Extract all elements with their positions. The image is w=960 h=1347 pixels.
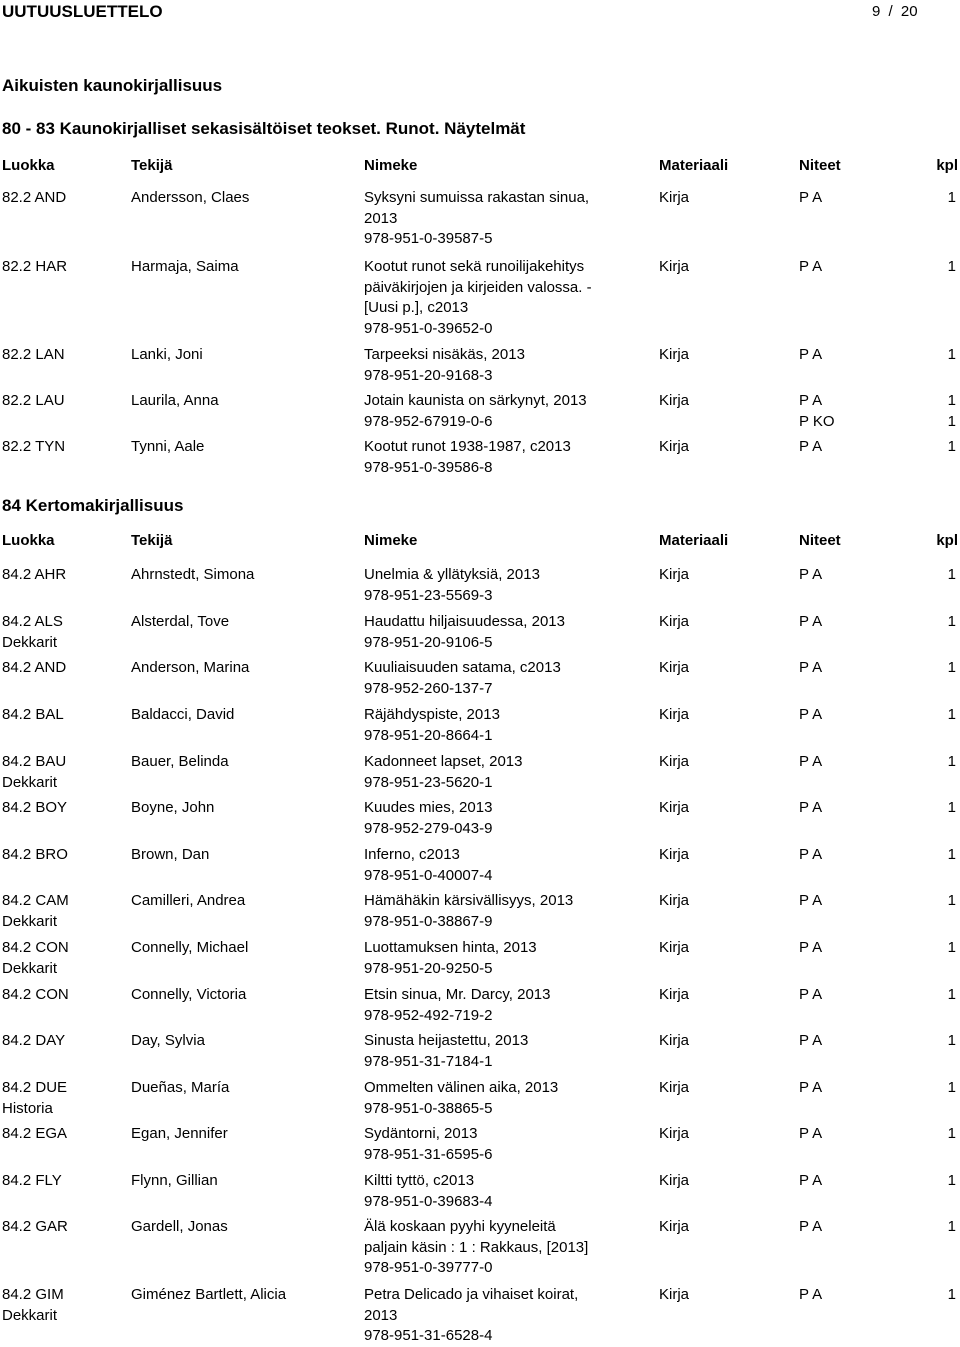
page-total: 20: [900, 3, 918, 20]
copy-count: 1: [947, 846, 956, 863]
col-header-luokka: Luokka: [2, 157, 55, 174]
material-cell: Kirja: [659, 1032, 690, 1049]
author-cell: Flynn, Gillian: [131, 1172, 218, 1189]
copy-count: 1: [947, 258, 956, 275]
author-cell: Connelly, Michael: [131, 939, 249, 956]
genre-label: Dekkarit: [2, 773, 58, 791]
isbn: 978-951-31-6528-4: [364, 1327, 493, 1345]
genre-label: Dekkarit: [2, 959, 58, 977]
copy-location: P A: [799, 258, 823, 275]
luokka-cell: [2, 1285, 64, 1326]
copy-count: 1: [947, 412, 956, 430]
isbn: 978-952-492-719-2: [364, 1006, 493, 1024]
material-cell: Kirja: [659, 799, 690, 816]
title-cell: [364, 257, 636, 340]
luokka-cell: [2, 1078, 67, 1119]
class-code: 82.2 HAR: [2, 258, 68, 275]
page-separator: /: [888, 3, 893, 20]
title-cell: [364, 345, 636, 386]
material-cell: Kirja: [659, 1218, 690, 1235]
title-cell: [364, 1078, 636, 1119]
author-cell: Baldacci, David: [131, 706, 235, 723]
luokka-cell: [2, 705, 64, 726]
copy-location: P A: [799, 1172, 823, 1189]
copy-location: P A: [799, 566, 823, 583]
title-line: Haudattu hiljaisuudessa, 2013: [364, 613, 565, 630]
author-cell: Anderson, Marina: [131, 659, 250, 676]
title-line: Kootut runot 1938-1987, c2013: [364, 438, 571, 455]
author-cell: Tynni, Aale: [131, 438, 205, 455]
class-code: 84.2 FLY: [2, 1172, 62, 1189]
title-line: Kuudes mies, 2013: [364, 799, 493, 816]
col-header-kpl: kpl: [936, 157, 958, 174]
page-number: [872, 2, 918, 22]
title-line: Luottamuksen hinta, 2013: [364, 939, 537, 956]
title-cell: [364, 798, 636, 839]
copy-count: 1: [947, 566, 956, 583]
title-line: Kadonneet lapset, 2013: [364, 753, 523, 770]
title-line: Räjähdyspiste, 2013: [364, 706, 500, 723]
col-header-materiaali: Materiaali: [659, 157, 729, 174]
class-code: 84.2 BRO: [2, 846, 68, 863]
title-cell: [364, 752, 636, 793]
material-cell: Kirja: [659, 566, 690, 583]
author-cell: Lanki, Joni: [131, 346, 203, 363]
class-code: 84.2 AND: [2, 659, 67, 676]
class-code: 82.2 LAU: [2, 392, 65, 409]
material-cell: Kirja: [659, 1172, 690, 1189]
copy-count: 1: [947, 1079, 956, 1096]
title-line: Ommelten välinen aika, 2013: [364, 1079, 559, 1096]
material-cell: Kirja: [659, 1079, 690, 1096]
luokka-cell: [2, 938, 69, 979]
title-cell: [364, 391, 636, 432]
class-code: 82.2 AND: [2, 189, 67, 206]
copy-count: 1: [947, 753, 956, 770]
copy-location: P A: [799, 799, 823, 816]
luokka-cell: [2, 891, 69, 932]
isbn: 978-952-279-043-9: [364, 819, 493, 837]
class-code: 84.2 AHR: [2, 566, 67, 583]
class-code: 84.2 BAU: [2, 753, 67, 770]
material-cell: Kirja: [659, 189, 690, 206]
copy-count: 1: [947, 1218, 956, 1235]
copy-location: P A: [799, 346, 823, 363]
copy-count: 1: [947, 346, 956, 363]
material-cell: Kirja: [659, 613, 690, 630]
isbn: 978-951-20-9106-5: [364, 633, 493, 651]
copy-location: P A: [799, 986, 823, 1003]
title-line: Kuuliaisuuden satama, c2013: [364, 659, 561, 676]
isbn: 978-951-20-9250-5: [364, 959, 493, 977]
copy-location: P A: [799, 706, 823, 723]
col-header-tekija: Tekijä: [131, 157, 173, 174]
luokka-cell: [2, 257, 67, 278]
class-code: 82.2 TYN: [2, 438, 66, 455]
col-header-luokka: Luokka: [2, 532, 55, 549]
copy-location: P A: [799, 939, 823, 956]
title-line: Sinusta heijastettu, 2013: [364, 1032, 529, 1049]
section-title: 80 - 83 Kaunokirjalliset sekasisältöiset teokset. Runot. Näytelmät: [2, 119, 526, 138]
title-cell: [364, 1124, 636, 1165]
title-line: Kootut runot sekä runoilijakehitys: [364, 258, 585, 275]
luokka-cell: [2, 437, 65, 458]
title-cell: [364, 437, 636, 478]
title-line: Hämähäkin kärsivällisyys, 2013: [364, 892, 574, 909]
copy-count: 1: [947, 438, 956, 455]
isbn: 978-951-0-39586-8: [364, 458, 493, 476]
isbn: 978-951-0-39683-4: [364, 1192, 493, 1210]
page-current: 9: [872, 3, 881, 20]
material-cell: Kirja: [659, 392, 690, 409]
author-cell: Alsterdal, Tove: [131, 613, 230, 630]
genre-label: Dekkarit: [2, 633, 58, 651]
genre-label: Dekkarit: [2, 912, 58, 930]
copy-location: P A: [799, 438, 823, 455]
author-cell: Ahrnstedt, Simona: [131, 566, 255, 583]
luokka-cell: [2, 1217, 68, 1238]
title-line: [Uusi p.], c2013: [364, 299, 469, 317]
title-cell: [364, 705, 636, 746]
material-cell: Kirja: [659, 986, 690, 1003]
author-cell: Gardell, Jonas: [131, 1218, 228, 1235]
section-title: 84 Kertomakirjallisuus: [2, 496, 184, 515]
copy-count: 1: [947, 706, 956, 723]
category-title: Aikuisten kaunokirjallisuus: [2, 76, 223, 95]
title-line: Älä koskaan pyyhi kyyneleitä: [364, 1218, 556, 1235]
title-line: paljain käsin : 1 : Rakkaus, [2013]: [364, 1238, 589, 1256]
title-cell: [364, 938, 636, 979]
title-line: Etsin sinua, Mr. Darcy, 2013: [364, 986, 551, 1003]
copy-count: 1: [947, 986, 956, 1003]
isbn: 978-951-31-7184-1: [364, 1052, 493, 1070]
copy-count: 1: [947, 1032, 956, 1049]
material-cell: Kirja: [659, 1286, 690, 1303]
luokka-cell: [2, 612, 63, 653]
col-header-materiaali: Materiaali: [659, 532, 729, 549]
isbn: 978-952-67919-0-6: [364, 412, 493, 430]
luokka-cell: [2, 985, 69, 1006]
luokka-cell: [2, 1031, 65, 1052]
copy-count: 1: [947, 189, 956, 206]
col-header-kpl: kpl: [936, 532, 958, 549]
copy-location: P A: [799, 392, 823, 409]
class-code: 84.2 GAR: [2, 1218, 68, 1235]
copy-location: P A: [799, 1032, 823, 1049]
genre-label: Historia: [2, 1099, 53, 1117]
author-cell: Harmaja, Saima: [131, 258, 239, 275]
title-cell: [364, 1217, 636, 1279]
copy-location: P A: [799, 659, 823, 676]
class-code: 82.2 LAN: [2, 346, 65, 363]
class-code: 84.2 DAY: [2, 1032, 66, 1049]
copy-location: P A: [799, 753, 823, 770]
class-code: 84.2 CAM: [2, 892, 69, 909]
title-cell: [364, 1285, 636, 1347]
class-code: 84.2 CON: [2, 939, 69, 956]
luokka-cell: [2, 845, 68, 866]
title-line: Tarpeeksi nisäkäs, 2013: [364, 346, 525, 363]
material-cell: Kirja: [659, 846, 690, 863]
isbn: 978-951-31-6595-6: [364, 1145, 493, 1163]
title-line: Kiltti tyttö, c2013: [364, 1172, 475, 1189]
title-cell: [364, 658, 636, 699]
title-cell: [364, 1031, 636, 1072]
author-cell: Camilleri, Andrea: [131, 892, 246, 909]
title-cell: [364, 845, 636, 886]
isbn: 978-951-23-5620-1: [364, 773, 493, 791]
col-header-nimeke: Nimeke: [364, 157, 418, 174]
material-cell: Kirja: [659, 659, 690, 676]
title-line: Inferno, c2013: [364, 846, 460, 863]
copy-location: P A: [799, 1286, 823, 1303]
document-title: UUTUUSLUETTELO: [2, 2, 163, 21]
class-code: 84.2 DUE: [2, 1079, 68, 1096]
luokka-cell: [2, 1124, 67, 1145]
copy-count: 1: [947, 659, 956, 676]
class-code: 84.2 BOY: [2, 799, 68, 816]
copy-location: P A: [799, 1218, 823, 1235]
copy-count: 1: [947, 799, 956, 816]
author-cell: Giménez Bartlett, Alicia: [131, 1286, 287, 1303]
class-code: 84.2 BAL: [2, 706, 64, 723]
title-cell: [364, 188, 636, 250]
luokka-cell: [2, 565, 66, 586]
title-line: Jotain kaunista on särkynyt, 2013: [364, 392, 587, 409]
title-line: 2013: [364, 209, 398, 227]
material-cell: Kirja: [659, 892, 690, 909]
isbn: 978-951-0-39652-0: [364, 320, 493, 338]
author-cell: Andersson, Claes: [131, 189, 250, 206]
copy-location: P A: [799, 1079, 823, 1096]
copy-count: 1: [947, 613, 956, 630]
isbn: 978-951-0-38867-9: [364, 912, 493, 930]
luokka-cell: [2, 345, 65, 366]
author-cell: Brown, Dan: [131, 846, 210, 863]
isbn: 978-951-20-9168-3: [364, 366, 493, 384]
material-cell: Kirja: [659, 1125, 690, 1142]
author-cell: Bauer, Belinda: [131, 753, 229, 770]
copy-count: 1: [947, 892, 956, 909]
isbn: 978-951-0-39777-0: [364, 1259, 493, 1277]
title-line: Sydäntorni, 2013: [364, 1125, 478, 1142]
copy-location: P A: [799, 846, 823, 863]
author-cell: Dueñas, María: [131, 1079, 230, 1096]
luokka-cell: [2, 188, 66, 209]
genre-label: Dekkarit: [2, 1306, 58, 1324]
copy-location: P A: [799, 613, 823, 630]
author-cell: Connelly, Victoria: [131, 986, 247, 1003]
copy-location: P A: [799, 189, 823, 206]
title-cell: [364, 612, 636, 653]
isbn: 978-951-23-5569-3: [364, 586, 493, 604]
title-line: Syksyni sumuissa rakastan sinua,: [364, 189, 590, 206]
title-line: Unelmia & yllätyksiä, 2013: [364, 566, 540, 583]
title-cell: [364, 891, 636, 932]
isbn: 978-951-20-8664-1: [364, 726, 493, 744]
luokka-cell: [2, 1171, 62, 1192]
author-cell: Laurila, Anna: [131, 392, 219, 409]
luokka-cell: [2, 752, 66, 793]
copy-count: 1: [947, 1125, 956, 1142]
title-line: Petra Delicado ja vihaiset koirat,: [364, 1286, 579, 1303]
isbn: 978-951-0-38865-5: [364, 1099, 493, 1117]
author-cell: Boyne, John: [131, 799, 215, 816]
col-header-nimeke: Nimeke: [364, 532, 418, 549]
material-cell: Kirja: [659, 258, 690, 275]
material-cell: Kirja: [659, 706, 690, 723]
col-header-niteet: Niteet: [799, 532, 841, 549]
material-cell: Kirja: [659, 438, 690, 455]
class-code: 84.2 GIM: [2, 1286, 64, 1303]
isbn: 978-951-0-40007-4: [364, 866, 493, 884]
copy-location: P KO: [799, 412, 835, 430]
copy-count: 1: [947, 939, 956, 956]
title-line: 2013: [364, 1306, 398, 1324]
title-cell: [364, 1171, 636, 1212]
class-code: 84.2 CON: [2, 986, 69, 1003]
title-line: päiväkirjojen ja kirjeiden valossa. -: [364, 278, 592, 296]
class-code: 84.2 ALS: [2, 613, 63, 630]
material-cell: Kirja: [659, 346, 690, 363]
copy-count: 1: [947, 1172, 956, 1189]
isbn: 978-952-260-137-7: [364, 679, 493, 697]
copy-count: 1: [947, 392, 956, 409]
author-cell: Day, Sylvia: [131, 1032, 205, 1049]
luokka-cell: [2, 798, 67, 819]
luokka-cell: [2, 658, 66, 679]
col-header-niteet: Niteet: [799, 157, 841, 174]
author-cell: Egan, Jennifer: [131, 1125, 228, 1142]
copy-location: P A: [799, 892, 823, 909]
material-cell: Kirja: [659, 753, 690, 770]
class-code: 84.2 EGA: [2, 1125, 68, 1142]
copy-count: 1: [947, 1286, 956, 1303]
luokka-cell: [2, 391, 65, 412]
material-cell: Kirja: [659, 939, 690, 956]
title-cell: [364, 565, 636, 606]
isbn: 978-951-0-39587-5: [364, 230, 493, 248]
col-header-tekija: Tekijä: [131, 532, 173, 549]
title-cell: [364, 985, 636, 1026]
copy-location: P A: [799, 1125, 823, 1142]
